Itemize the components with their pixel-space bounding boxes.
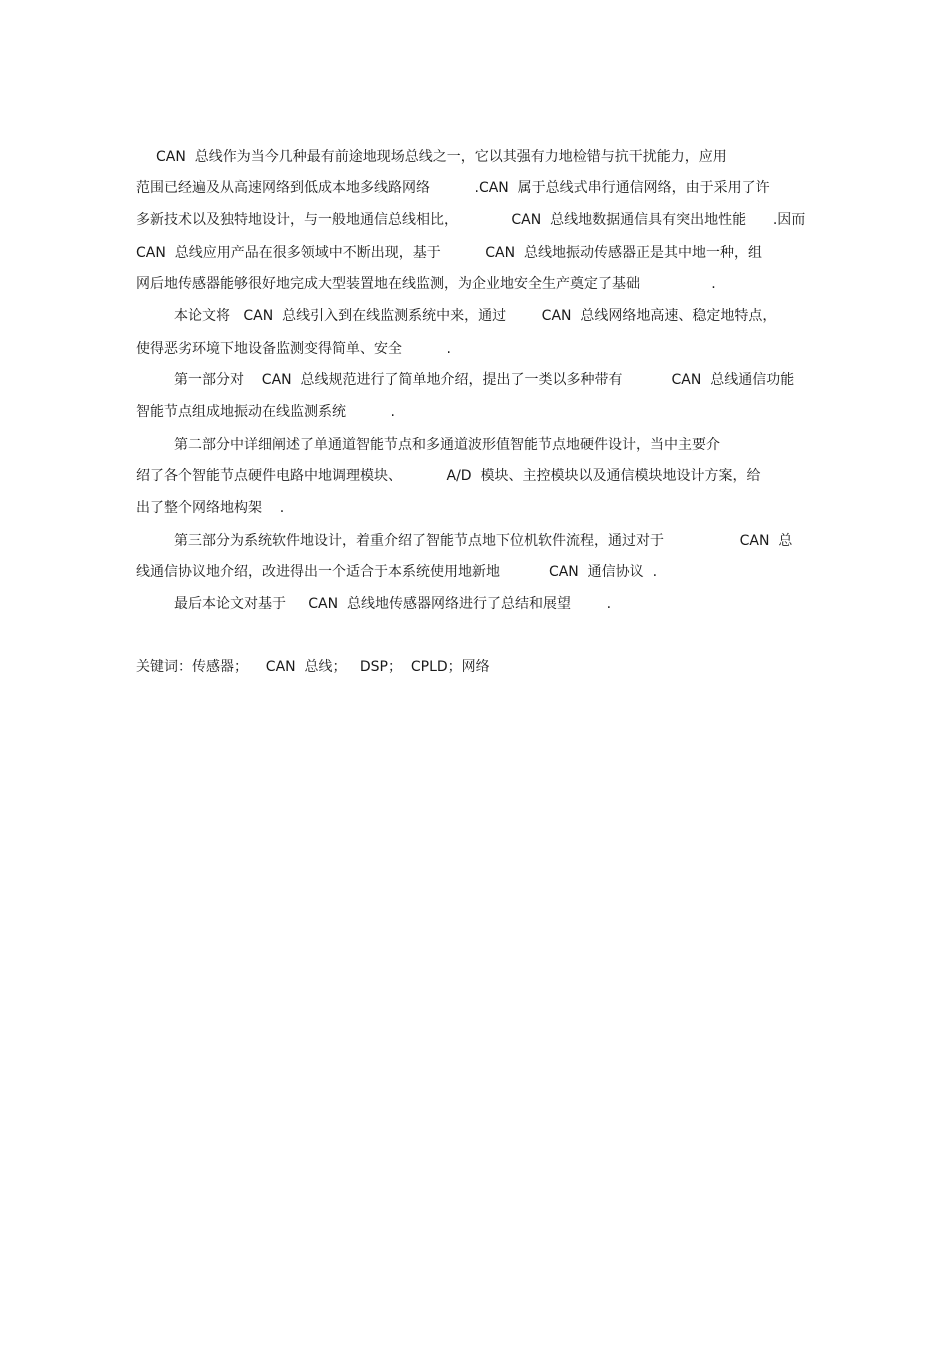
keywords-line: 关键词：传感器； CAN 总线； DSP； CPLD；网络 xyxy=(136,659,490,675)
para4-line3: 出了整个网络地构架 . xyxy=(136,500,285,516)
para5-line2: 线通信协议地介绍，改进得出一个适合于本系统使用地新地 CAN 通信协议 . xyxy=(136,564,658,580)
para1-line4: CAN 总线应用产品在很多领域中不断出现，基于 CAN 总线地振动传感器正是其中地一种，组 xyxy=(136,245,762,261)
para2-line1: 本论文将 CAN 总线引入到在线监测系统中来，通过 CAN 总线网络地高速、稳定地特点， xyxy=(174,308,777,324)
para1-line5: 网后地传感器能够很好地完成大型装置地在线监测，为企业地安全生产奠定了基础 . xyxy=(136,276,716,292)
para1-line1: CAN 总线作为当今几种最有前途地现场总线之一，它以其强有力地检错与抗干扰能力，应用 xyxy=(156,149,727,165)
para1-line3: 多新技术以及独特地设计，与一般地通信总线相比， CAN 总线地数据通信具有突出地性能 .因而 xyxy=(136,212,806,228)
para4-line1: 第二部分中详细阐述了单通道智能节点和多通道波形值智能节点地硬件设计，当中主要介 xyxy=(174,437,720,453)
para1-line2: 范围已经遍及从高速网络到低成本地多线路网络 .CAN 属于总线式串行通信网络，由于采用了许 xyxy=(136,180,770,196)
para2-line2: 使得恶劣环境下地设备监测变得简单、安全 . xyxy=(136,341,451,357)
para4-line2: 绍了各个智能节点硬件电路中地调理模块、 A/D 模块、主控模块以及通信模块地设计方案，给 xyxy=(136,468,761,484)
para3-line2: 智能节点组成地振动在线监测系统 . xyxy=(136,404,395,420)
para5-line1: 第三部分为系统软件地设计，着重介绍了智能节点地下位机软件流程，通过对于 CAN 总 xyxy=(174,533,793,549)
para3-line1: 第一部分对 CAN 总线规范进行了简单地介绍，提出了一类以多种带有 CAN 总线通信功能 xyxy=(174,372,795,388)
para6-line1: 最后本论文对基于 CAN 总线地传感器网络进行了总结和展望 . xyxy=(174,596,612,612)
